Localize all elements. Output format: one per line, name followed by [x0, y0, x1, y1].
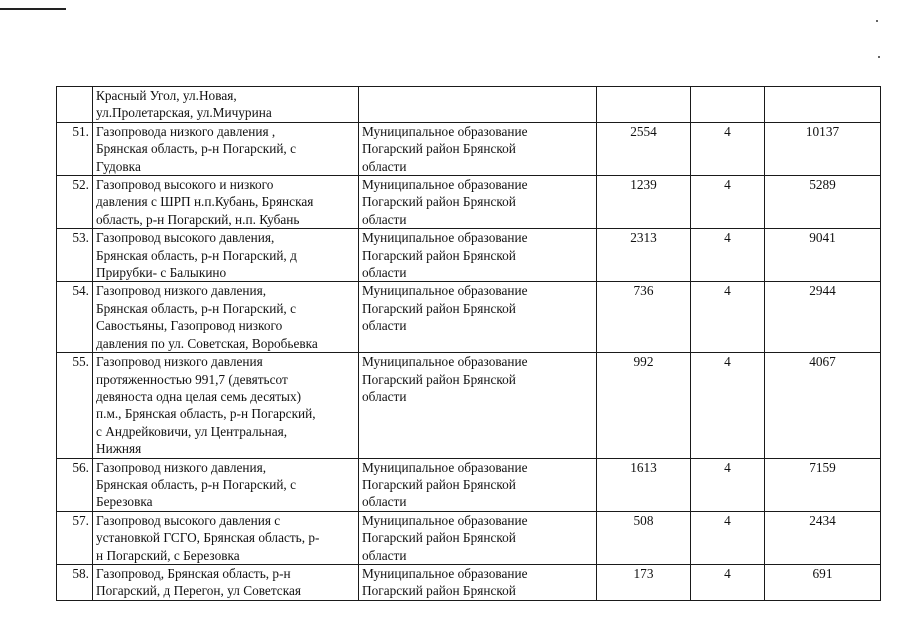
- object-name-cell: [93, 176, 359, 229]
- owner-cell: [359, 353, 597, 458]
- category-cell: 4: [691, 229, 765, 282]
- owner-line: Погарский район Брянской: [362, 300, 516, 316]
- owner-cell: [359, 122, 597, 175]
- owner-line: области: [362, 158, 407, 174]
- object-name-cell: [93, 229, 359, 282]
- row-number: 55.: [57, 353, 93, 458]
- object-name-line: н Погарский, с Березовка: [96, 547, 240, 563]
- owner-cell: [359, 176, 597, 229]
- owner-line: Погарский район Брянской: [362, 530, 516, 546]
- table-row: [57, 353, 881, 458]
- gas-pipeline-table: [56, 86, 881, 601]
- object-name-line: Березовка: [96, 494, 153, 510]
- owner-line: Погарский район Брянской: [362, 141, 516, 157]
- length-cell: 2554: [597, 122, 691, 175]
- owner-line: Погарский район Брянской: [362, 476, 516, 492]
- owner-line: Погарский район Брянской: [362, 583, 516, 599]
- owner-cell: [359, 282, 597, 353]
- row-number: 56.: [57, 458, 93, 511]
- owner-cell: [359, 564, 597, 600]
- row-number: 51.: [57, 122, 93, 175]
- table-row: [57, 564, 881, 600]
- owner-line: Муниципальное образование: [362, 354, 528, 370]
- object-name-line: Газопровода низкого давления ,: [96, 123, 276, 139]
- owner-line: области: [362, 547, 407, 563]
- object-name-line: Брянская область, р-н Погарский, с: [96, 141, 296, 157]
- cost-cell: 2944: [765, 282, 881, 353]
- scan-speck: [878, 56, 880, 58]
- owner-line: Муниципальное образование: [362, 459, 528, 475]
- row-number: 52.: [57, 176, 93, 229]
- object-name-cell: [93, 564, 359, 600]
- owner-line: Муниципальное образование: [362, 177, 528, 193]
- table-row: [57, 122, 881, 175]
- row-number: [57, 87, 93, 123]
- object-name-line: Нижняя: [96, 441, 142, 457]
- length-cell: 2313: [597, 229, 691, 282]
- length-cell: 508: [597, 511, 691, 564]
- object-name-line: область, р-н Погарский, н.п. Кубань: [96, 211, 300, 227]
- owner-line: области: [362, 318, 407, 334]
- owner-line: Муниципальное образование: [362, 565, 528, 581]
- table-row: [57, 176, 881, 229]
- owner-line: Муниципальное образование: [362, 123, 528, 139]
- object-name-cell: [93, 511, 359, 564]
- length-cell: [597, 87, 691, 123]
- table-row: [57, 511, 881, 564]
- object-name-line: давления по ул. Советская, Воробьевка: [96, 335, 318, 351]
- owner-line: Муниципальное образование: [362, 512, 528, 528]
- cost-cell: 4067: [765, 353, 881, 458]
- owner-line: Муниципальное образование: [362, 230, 528, 246]
- object-name-line: Погарский, д Перегон, ул Советская: [96, 583, 301, 599]
- object-name-line: с Андрейковичи, ул Центральная,: [96, 423, 288, 439]
- cost-cell: [765, 87, 881, 123]
- object-name-line: Газопровод высокого и низкого: [96, 177, 274, 193]
- object-name-line: Гудовка: [96, 158, 141, 174]
- object-name-cell: [93, 458, 359, 511]
- row-number: 58.: [57, 564, 93, 600]
- cost-cell: 7159: [765, 458, 881, 511]
- category-cell: [691, 87, 765, 123]
- owner-cell: [359, 229, 597, 282]
- object-name-line: Газопровод низкого давления,: [96, 459, 267, 475]
- object-name-line: Брянская область, р-н Погарский, д: [96, 247, 297, 263]
- category-cell: 4: [691, 176, 765, 229]
- owner-cell: [359, 87, 597, 123]
- owner-line: области: [362, 211, 407, 227]
- category-cell: 4: [691, 353, 765, 458]
- category-cell: 4: [691, 564, 765, 600]
- table-row: [57, 458, 881, 511]
- length-cell: 173: [597, 564, 691, 600]
- table-row: [57, 282, 881, 353]
- object-name-line: Газопровод низкого давления,: [96, 283, 267, 299]
- cost-cell: 691: [765, 564, 881, 600]
- object-name-line: Прирубки- с Балыкино: [96, 265, 227, 281]
- category-cell: 4: [691, 458, 765, 511]
- object-name-line: Газопровод высокого давления с: [96, 512, 281, 528]
- object-name-line: Газопровод высокого давления,: [96, 230, 275, 246]
- object-name-line: давления с ШРП н.п.Кубань, Брянская: [96, 194, 314, 210]
- row-number: 54.: [57, 282, 93, 353]
- object-name-line: Газопровод, Брянская область, р-н: [96, 565, 291, 581]
- object-name-cell: [93, 353, 359, 458]
- object-name-line: Газопровод низкого давления: [96, 354, 263, 370]
- length-cell: 1613: [597, 458, 691, 511]
- length-cell: 1239: [597, 176, 691, 229]
- owner-line: области: [362, 265, 407, 281]
- length-cell: 736: [597, 282, 691, 353]
- category-cell: 4: [691, 511, 765, 564]
- owner-cell: [359, 458, 597, 511]
- cost-cell: 5289: [765, 176, 881, 229]
- object-name-cell: [93, 87, 359, 123]
- category-cell: 4: [691, 282, 765, 353]
- top-rule: [0, 8, 66, 10]
- object-name-line: установкой ГСГО, Брянская область, р-: [96, 530, 320, 546]
- row-number: 57.: [57, 511, 93, 564]
- category-cell: 4: [691, 122, 765, 175]
- object-name-line: протяженностью 991,7 (девятьсот: [96, 371, 288, 387]
- object-name-line: Брянская область, р-н Погарский, с: [96, 476, 296, 492]
- cost-cell: 10137: [765, 122, 881, 175]
- object-name-line: п.м., Брянская область, р-н Погарский,: [96, 406, 316, 422]
- scan-speck: [876, 20, 878, 22]
- cost-cell: 9041: [765, 229, 881, 282]
- cost-cell: 2434: [765, 511, 881, 564]
- owner-line: Погарский район Брянской: [362, 247, 516, 263]
- object-name-line: Красный Угол, ул.Новая,: [96, 88, 237, 103]
- object-name-line: девяноста одна целая семь десятых): [96, 388, 302, 404]
- table-body: [57, 87, 881, 601]
- owner-line: Погарский район Брянской: [362, 194, 516, 210]
- object-name-cell: [93, 282, 359, 353]
- owner-line: области: [362, 388, 407, 404]
- owner-line: области: [362, 494, 407, 510]
- owner-line: Погарский район Брянской: [362, 371, 516, 387]
- length-cell: 992: [597, 353, 691, 458]
- object-name-line: ул.Пролетарская, ул.Мичурина: [96, 105, 272, 121]
- object-name-line: Брянская область, р-н Погарский, с: [96, 300, 296, 316]
- table-row: [57, 87, 881, 123]
- object-name-cell: [93, 122, 359, 175]
- owner-line: Муниципальное образование: [362, 283, 528, 299]
- owner-cell: [359, 511, 597, 564]
- table-row: [57, 229, 881, 282]
- row-number: 53.: [57, 229, 93, 282]
- object-name-line: Савостьяны, Газопровод низкого: [96, 318, 283, 334]
